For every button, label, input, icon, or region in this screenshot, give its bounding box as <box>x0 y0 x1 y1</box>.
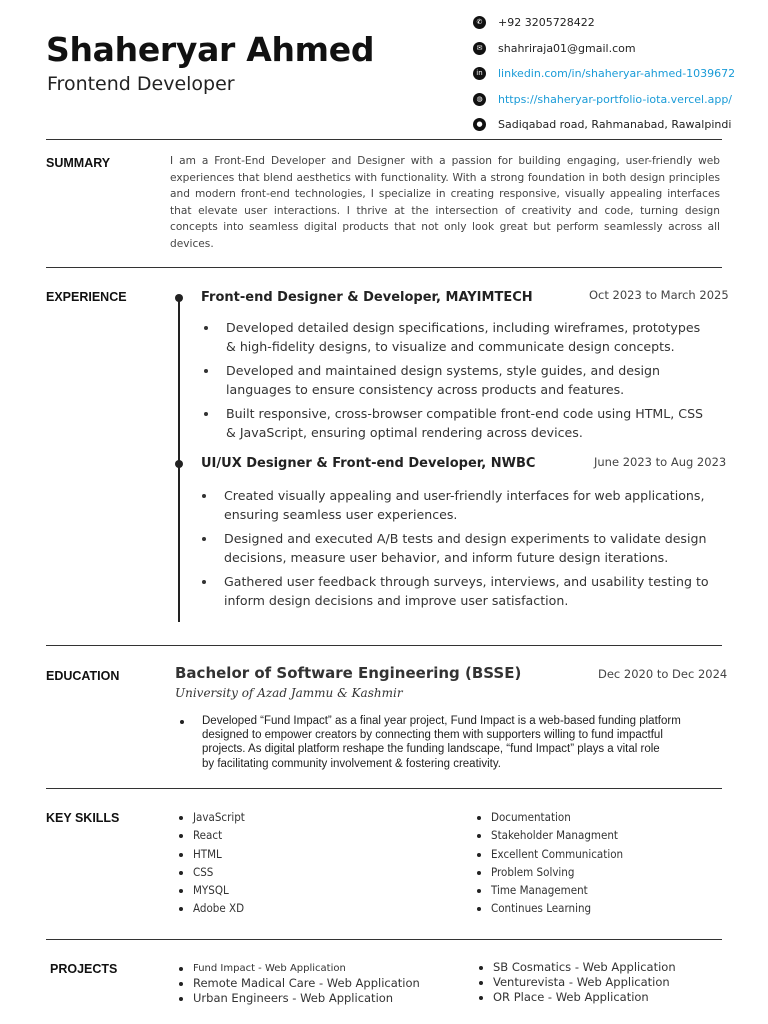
contact-text: +92 3205728422 <box>498 16 595 30</box>
summary-text: I am a Front-End Developer and Designer with a passion for building engaging, user-friendly web experiences that blend aesthetics with functionality. With a strong foundation in both design principles and modern front-end technologies, I specialize in creating responsive, visually appealing interfaces that elevate user interactions. I thrive at the intersection of creativity and code, turning design concepts into seamless digital products that not only look great but perform seamlessly across all devices. <box>170 155 720 250</box>
list-item: Developed detailed design specifications, including wireframes, prototypes & high-fidelity designs, to visualize and communicate design concepts. <box>202 318 712 356</box>
degree-title: Bachelor of Software Engineering (BSSE) <box>175 664 522 682</box>
experience-heading: EXPERIENCE <box>46 290 127 304</box>
job-bullets <box>202 318 712 447</box>
list-item: Stakeholder Managment <box>475 826 623 844</box>
contact-linkedin[interactable] <box>473 61 763 87</box>
job-bullets <box>200 486 712 615</box>
list-item: JavaScript <box>177 808 245 826</box>
timeline-dot <box>175 460 183 468</box>
list-item: Designed and executed A/B tests and design experiments to validate design decisions, measure user behavior, and inform future design iterations. <box>200 529 712 567</box>
email-icon: ✉ <box>473 42 486 55</box>
portfolio-link[interactable]: https://shaheryar-portfolio-iota.vercel.app/ <box>498 92 733 106</box>
linkedin-icon: in <box>473 67 486 80</box>
projects-list-left <box>177 961 420 1006</box>
list-item: Urban Engineers - Web Application <box>177 991 420 1006</box>
location-icon: ● <box>473 118 486 131</box>
list-item: SB Cosmatics - Web Application <box>477 960 676 975</box>
projects-heading: PROJECTS <box>50 962 118 976</box>
list-item: HTML <box>177 845 245 863</box>
divider <box>46 939 722 940</box>
list-item: Gathered user feedback through surveys, interviews, and usability testing to inform design decisions and improve user satisfaction. <box>200 572 712 610</box>
candidate-name: Shaheryar Ahmed <box>46 30 375 69</box>
list-item: Problem Solving <box>475 863 623 881</box>
timeline-dot <box>175 294 183 302</box>
job-dates: June 2023 to Aug 2023 <box>594 455 727 469</box>
contact-email <box>473 36 763 62</box>
soft-skills-list <box>475 808 623 918</box>
job-dates: Oct 2023 to March 2025 <box>589 288 729 302</box>
list-item: React <box>177 826 245 844</box>
technical-skills-list <box>177 808 245 918</box>
contact-location <box>473 112 763 138</box>
contact-phone <box>473 10 763 36</box>
summary-heading: SUMMARY <box>46 156 111 170</box>
list-item: Developed and maintained design systems, style guides, and design languages to ensure consistency across products and features. <box>202 361 712 399</box>
list-item: Fund Impact - Web Application <box>177 961 420 976</box>
list-item: Venturevista - Web Application <box>477 975 676 990</box>
list-item: Documentation <box>475 808 623 826</box>
divider <box>46 645 722 646</box>
contact-text: shahriraja01@gmail.com <box>498 41 636 55</box>
education-bullet <box>178 714 718 771</box>
contact-text: Sadiqabad road, Rahmanabad, Rawalpindi <box>498 118 732 132</box>
education-heading: EDUCATION <box>46 669 120 683</box>
bullet-dot <box>180 720 184 724</box>
university-name: University of Azad Jammu & Kashmir <box>175 686 403 700</box>
projects-list-right <box>477 960 676 1005</box>
list-item: CSS <box>177 863 245 881</box>
skills-heading: KEY SKILLS <box>46 811 120 825</box>
contact-list <box>473 10 763 138</box>
divider <box>46 267 722 268</box>
education-bullet-text: Developed “Fund Impact” as a final year project, Fund Impact is a web-based funding platform designed to empower creators by connecting them with supporters willing to fund impactful projects. As digital platform reshape the funding landscape, “fund Impact” plays a vital role by facilitating community involvement & fostering creativity. <box>202 715 681 770</box>
list-item: Excellent Communication <box>475 845 623 863</box>
list-item: Time Management <box>475 881 623 899</box>
list-item: OR Place - Web Application <box>477 990 676 1005</box>
job-title: Front-end Designer & Developer, MAYIMTECH <box>201 290 533 305</box>
linkedin-link[interactable]: linkedin.com/in/shaheryar-ahmed-1039672 <box>498 67 736 81</box>
job-title: UI/UX Designer & Front-end Developer, NWBC <box>201 456 536 471</box>
phone-icon: ✆ <box>473 16 486 29</box>
list-item: Adobe XD <box>177 899 245 917</box>
education-dates: Dec 2020 to Dec 2024 <box>598 667 728 681</box>
divider <box>46 139 722 140</box>
list-item: MYSQL <box>177 881 245 899</box>
list-item: Remote Madical Care - Web Application <box>177 976 420 991</box>
list-item: Created visually appealing and user-friendly interfaces for web applications, ensuring seamless user experiences. <box>200 486 712 524</box>
contact-portfolio[interactable] <box>473 87 763 113</box>
divider <box>46 788 722 789</box>
job-role: Frontend Developer <box>47 73 235 95</box>
list-item: Continues Learning <box>475 899 623 917</box>
globe-icon: ◍ <box>473 93 486 106</box>
list-item: Built responsive, cross-browser compatible front-end code using HTML, CSS & JavaScript, ensuring optimal rendering across devices. <box>202 404 712 442</box>
